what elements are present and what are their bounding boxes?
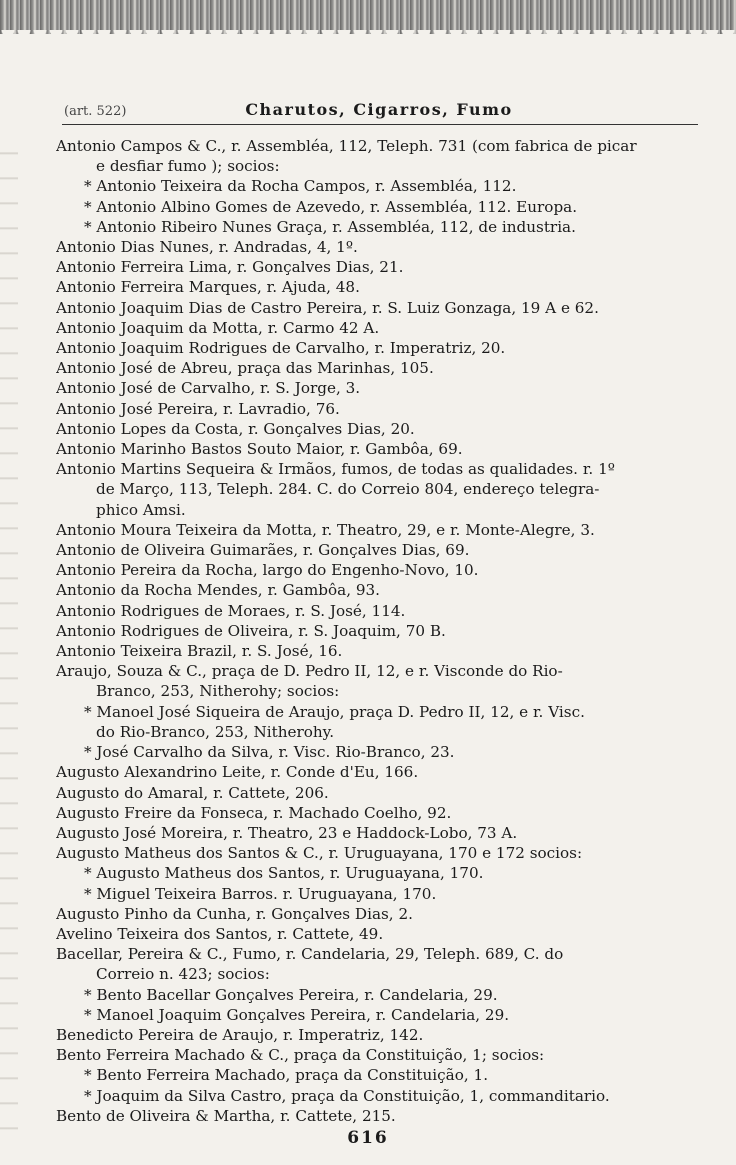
- partner-line: * José Carvalho da Silva, r. Visc. Rio-Branco, 23.: [84, 743, 455, 762]
- directory-entry: Antonio Lopes da Costa, r. Gonçalves Dias, 20.: [56, 419, 415, 438]
- header-rule: [62, 124, 698, 125]
- torn-top-edge: [0, 0, 736, 34]
- directory-entry: Antonio Teixeira Brazil, r. S. José, 16.: [56, 642, 343, 661]
- article-reference: (art. 522): [64, 104, 127, 119]
- directory-entry: Antonio José de Abreu, praça das Marinhas, 105.: [56, 359, 434, 378]
- partner-line: * Antonio Ribeiro Nunes Graça, r. Assembléa, 112, de industria.: [84, 217, 576, 236]
- partner-line: * Bento Ferreira Machado, praça da Constituição, 1.: [84, 1066, 489, 1085]
- directory-entry: Bento Ferreira Machado & C., praça da Constituição, 1; socios:: [56, 1046, 545, 1065]
- directory-entry: Avelino Teixeira dos Santos, r. Cattete, 49.: [56, 924, 384, 943]
- directory-entry: Antonio Campos & C., r. Assembléa, 112, Teleph. 731 (com fabrica de picar: [56, 137, 637, 155]
- margin-specks: [0, 130, 18, 1130]
- directory-entry: Antonio Dias Nunes, r. Andradas, 4, 1º.: [56, 238, 358, 257]
- directory-entry: Augusto Pinho da Cunha, r. Gonçalves Dias, 2.: [56, 904, 413, 923]
- directory-entries: [56, 136, 698, 1126]
- partner-line: * Joaquim da Silva Castro, praça da Constituição, 1, commanditario.: [84, 1086, 610, 1105]
- entry-continuation: Correio n. 423; socios:: [96, 965, 270, 984]
- directory-entry: Augusto José Moreira, r. Theatro, 23 e Haddock-Lobo, 73 A.: [56, 823, 518, 842]
- directory-entry: Antonio Rodrigues de Moraes, r. S. José, 114.: [56, 601, 406, 620]
- directory-entry: Araujo, Souza & C., praça de D. Pedro II, 12, e r. Visconde do Rio-: [56, 662, 563, 681]
- partner-line: * Bento Bacellar Gonçalves Pereira, r. Candelaria, 29.: [84, 985, 498, 1004]
- entry-continuation: phico Amsi.: [96, 500, 186, 519]
- partner-line: * Augusto Matheus dos Santos, r. Uruguayana, 170.: [84, 864, 484, 883]
- page-header: [64, 100, 694, 122]
- partner-line: * Antonio Albino Gomes de Azevedo, r. Assembléa, 112. Europa.: [84, 197, 578, 216]
- entry-continuation: de Março, 113, Teleph. 284. C. do Correio 804, endereço telegra-: [96, 480, 600, 499]
- directory-entry: Antonio Joaquim Dias de Castro Pereira, r. S. Luiz Gonzaga, 19 A e 62.: [56, 298, 599, 317]
- directory-entry: Antonio Ferreira Lima, r. Gonçalves Dias, 21.: [56, 258, 404, 277]
- directory-entry: Bacellar, Pereira & C., Fumo, r. Candelaria, 29, Teleph. 689, C. do: [56, 945, 564, 964]
- directory-entry: Antonio Martins Sequeira & Irmãos, fumos, de todas as qualidades. r. 1º: [56, 460, 615, 479]
- partner-line: * Manoel Joaquim Gonçalves Pereira, r. Candelaria, 29.: [84, 1005, 510, 1024]
- directory-entry: Antonio Moura Teixeira da Motta, r. Theatro, 29, e r. Monte-Alegre, 3.: [56, 520, 595, 539]
- directory-entry: Antonio José de Carvalho, r. S. Jorge, 3.: [56, 379, 361, 398]
- directory-entry: Antonio Ferreira Marques, r. Ajuda, 48.: [56, 278, 360, 297]
- directory-entry: Augusto Alexandrino Leite, r. Conde d'Eu, 166.: [56, 763, 419, 782]
- entry-continuation: e desfiar fumo ); socios:: [96, 157, 280, 176]
- directory-entry: Antonio José Pereira, r. Lavradio, 76.: [56, 399, 340, 418]
- partner-line: * Manoel José Siqueira de Araujo, praça D. Pedro II, 12, e r. Visc.: [84, 702, 585, 721]
- directory-entry: Augusto Freire da Fonseca, r. Machado Coelho, 92.: [56, 803, 452, 822]
- entry-continuation: Branco, 253, Nitherohy; socios:: [96, 682, 340, 701]
- directory-entry: Augusto Matheus dos Santos & C., r. Uruguayana, 170 e 172 socios:: [56, 844, 583, 863]
- directory-entry: Benedicto Pereira de Araujo, r. Imperatriz, 142.: [56, 1025, 424, 1044]
- partner-line: * Miguel Teixeira Barros. r. Uruguayana, 170.: [84, 884, 437, 903]
- page-number: 616: [347, 1128, 389, 1148]
- directory-entry: Antonio Rodrigues de Oliveira, r. S. Joaquim, 70 B.: [56, 621, 446, 640]
- directory-entry: Antonio Pereira da Rocha, largo do Engenho-Novo, 10.: [56, 561, 479, 580]
- directory-entry: Antonio da Rocha Mendes, r. Gambôa, 93.: [56, 581, 381, 600]
- directory-entry: Antonio Joaquim da Motta, r. Carmo 42 A.: [56, 318, 380, 337]
- directory-entry: Bento de Oliveira & Martha, r. Cattete, 215.: [56, 1106, 396, 1125]
- directory-entry: Augusto do Amaral, r. Cattete, 206.: [56, 783, 329, 802]
- directory-entry: Antonio Joaquim Rodrigues de Carvalho, r. Imperatriz, 20.: [56, 339, 506, 358]
- directory-entry: Antonio Marinho Bastos Souto Maior, r. Gambôa, 69.: [56, 440, 463, 459]
- section-title: Charutos, Cigarros, Fumo: [245, 100, 513, 119]
- directory-entry: Antonio de Oliveira Guimarães, r. Gonçalves Dias, 69.: [56, 541, 470, 560]
- partner-line: * Antonio Teixeira da Rocha Campos, r. Assembléa, 112.: [84, 177, 517, 196]
- partner-line: do Rio-Branco, 253, Nitherohy.: [96, 722, 335, 741]
